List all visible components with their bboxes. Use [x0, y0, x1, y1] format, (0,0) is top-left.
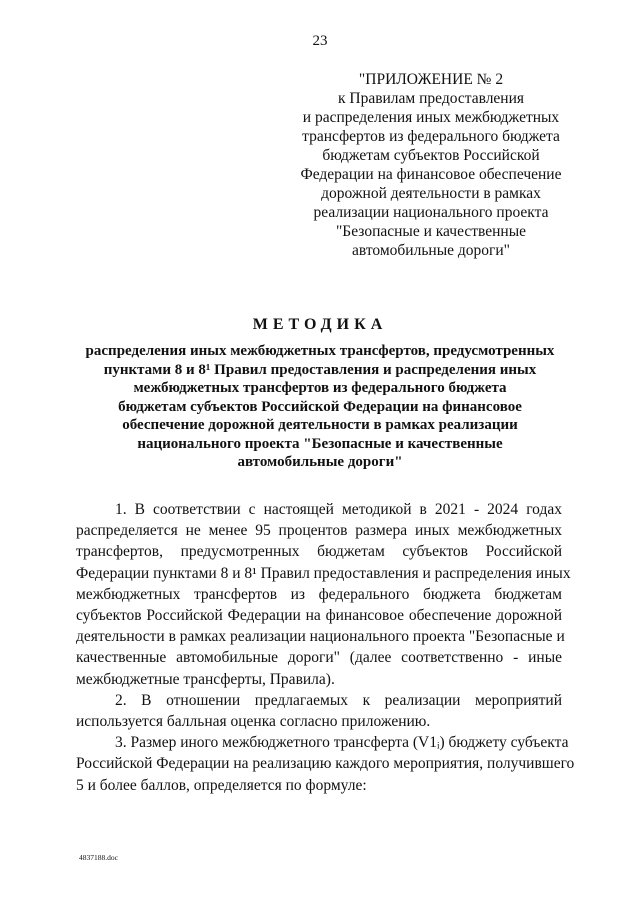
paragraph-line: межбюджетных трансфертов из федерального бюджета бюджетам [76, 585, 562, 603]
paragraph-line: 1. В соответствии с настоящей методикой в 2021 - 2024 годах [115, 501, 562, 518]
paragraph-line: 2. В отношении предлагаемых к реализации мероприятий [115, 691, 562, 709]
appendix-line: "ПРИЛОЖЕНИЕ № 2 [358, 71, 504, 88]
subtitle-line: автомобильные дороги" [237, 454, 403, 470]
paragraph-line: трансфертов, предусмотренных бюджетам субъектов Российской [76, 543, 562, 561]
appendix-line: автомобильные дороги" [352, 242, 510, 259]
paragraph-line: 5 и более баллов, определяется по формуле: [76, 776, 367, 794]
body-text [76, 499, 575, 796]
paragraph-line: межбюджетные трансферты, Правила). [76, 670, 335, 688]
appendix-line: и распределения иных межбюджетных [302, 109, 560, 126]
subtitle-line: пунктами 8 и 8¹ Правил предоставления и распределения иных [103, 361, 537, 378]
page-number: 23 [312, 33, 328, 49]
subtitle-line: межбюджетных трансфертов из федерального бюджета [133, 380, 507, 396]
paragraph-line: Российской Федерации на реализацию каждого мероприятия, получившего [76, 755, 575, 773]
appendix-line: трансфертов из федерального бюджета [302, 128, 560, 145]
appendix-line: "Безопасные и качественные [335, 223, 527, 240]
appendix-line: к Правилам предоставления [337, 90, 525, 107]
subtitle-line: бюджетам субъектов Российской Федерации на финансовое [118, 398, 522, 415]
paragraph-line: субъектов Российской Федерации на финансовое обеспечение дорожной [76, 607, 562, 625]
paragraph-line: используется балльная оценка согласно приложению. [76, 713, 431, 731]
paragraph-2 [76, 690, 562, 732]
appendix-line: бюджетам субъектов Российской [322, 147, 540, 164]
paragraph-3 [76, 732, 575, 796]
paragraph-line: качественные автомобильные дороги" (далее соответственно - иные [76, 649, 562, 667]
subtitle-line: распределения иных межбюджетных трансфертов, предусмотренных [85, 343, 555, 359]
document-title: МЕТОДИКА [252, 316, 388, 333]
document-subtitle [80, 342, 560, 472]
appendix-line: Федерации на финансовое обеспечение [300, 166, 562, 183]
subtitle-line: обеспечение дорожной деятельности в рамках реализации [122, 417, 518, 433]
appendix-line: реализации национального проекта [313, 204, 549, 221]
subtitle-line: национального проекта "Безопасные и качественные [137, 435, 503, 452]
paragraph-line: распределяется не менее 95 процентов размера иных межбюджетных [76, 522, 562, 540]
appendix-line: дорожной деятельности в рамках [321, 185, 541, 202]
appendix-header [300, 70, 562, 260]
footer-filename: 4837188.doc [79, 853, 118, 862]
paragraph-line: Федерации пунктами 8 и 8¹ Правил предоставления и распределения иных [76, 564, 571, 582]
paragraph-1 [76, 499, 571, 690]
paragraph-line: деятельности в рамках реализации национального проекта "Безопасные и [76, 628, 565, 646]
paragraph-line: 3. Размер иного межбюджетного трансферта (V1ᵢ) бюджету субъекта [115, 734, 569, 752]
